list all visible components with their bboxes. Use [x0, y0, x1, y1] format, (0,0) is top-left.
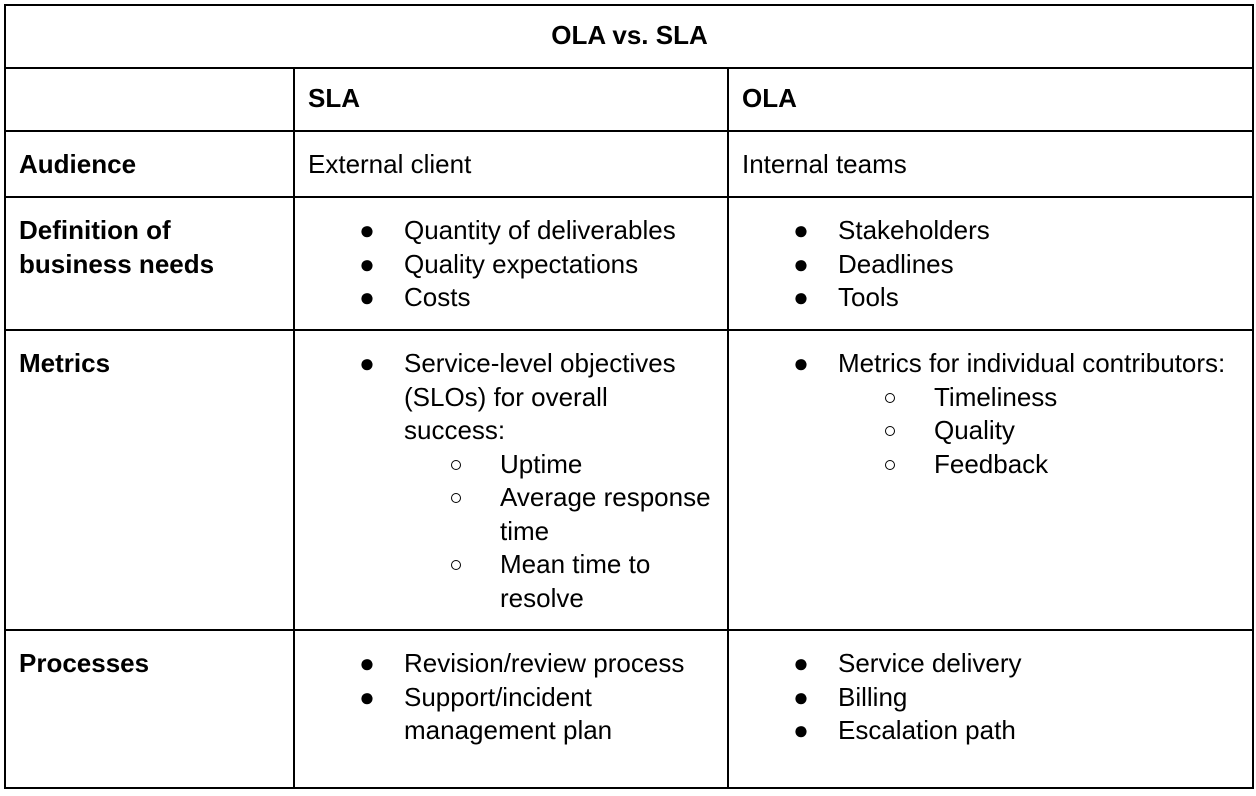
bullet-list	[308, 214, 715, 315]
sub-list-item	[500, 448, 715, 482]
list-item-text: Metrics for individual contributors:	[838, 348, 1226, 378]
list-item-text: Support/incident management plan	[404, 681, 613, 745]
bullet-list	[742, 647, 1240, 748]
sub-list-item	[934, 414, 1240, 448]
bullet-list	[742, 214, 1240, 315]
list-item-text: Deadlines	[838, 248, 954, 279]
header-row	[5, 68, 1253, 131]
sub-list-item-text: Mean time to resolve	[500, 549, 651, 613]
list-item	[359, 681, 715, 748]
sub-list-item-text: Average response time	[500, 482, 711, 546]
list-item-text: Stakeholders	[838, 215, 990, 245]
bullet-icon: ●	[359, 248, 375, 279]
row-label-metrics: Metrics	[5, 330, 294, 630]
circle-bullet-icon	[885, 426, 895, 436]
list-item	[359, 647, 715, 681]
sub-list-item	[500, 548, 715, 615]
row-metrics	[5, 330, 1253, 630]
circle-bullet-icon	[451, 460, 461, 470]
list-item	[359, 347, 715, 615]
cell-definition-ola	[728, 197, 1253, 330]
row-label-definition: Definition of business needs	[5, 197, 294, 330]
list-item	[793, 281, 1240, 315]
row-label-audience: Audience	[5, 131, 294, 197]
cell-audience-sla: External client	[294, 131, 728, 197]
list-item-text: Billing	[838, 681, 908, 712]
sub-list-item-text: Timeliness	[934, 381, 1058, 412]
sub-list-item	[500, 481, 715, 548]
list-item-text: Revision/review process	[404, 648, 685, 678]
list-item-text: Quantity of deliverables	[404, 215, 676, 245]
table-title: OLA vs. SLA	[5, 5, 1253, 68]
sub-list-item-text: Quality	[934, 415, 1015, 445]
bullet-list	[742, 347, 1240, 481]
bullet-icon: ●	[793, 681, 809, 712]
sub-bullet-list	[838, 381, 1240, 482]
circle-bullet-icon	[451, 560, 461, 570]
bullet-icon: ●	[359, 648, 375, 678]
header-empty-cell	[5, 68, 294, 131]
list-item	[359, 248, 715, 282]
bullet-icon: ●	[793, 248, 809, 279]
bullet-icon: ●	[359, 348, 375, 378]
bullet-icon: ●	[793, 348, 809, 378]
bullet-list	[308, 647, 715, 748]
header-sla: SLA	[294, 68, 728, 131]
circle-bullet-icon	[885, 393, 895, 403]
cell-definition-sla	[294, 197, 728, 330]
bullet-icon: ●	[359, 215, 375, 245]
sub-list-item	[934, 448, 1240, 482]
list-item	[793, 347, 1240, 481]
bullet-icon: ●	[793, 715, 809, 745]
list-item-text: Costs	[404, 282, 471, 312]
list-item-text: Tools	[838, 282, 899, 312]
list-item	[793, 647, 1240, 681]
circle-bullet-icon	[885, 460, 895, 470]
cell-processes-sla	[294, 630, 728, 788]
list-item-text: Quality expectations	[404, 248, 639, 279]
list-item-text: Service-level objectives (SLOs) for overall success:	[404, 348, 676, 445]
list-item	[359, 214, 715, 248]
circle-bullet-icon	[451, 493, 461, 503]
row-label-processes: Processes	[5, 630, 294, 788]
comparison-table	[4, 4, 1254, 789]
header-ola: OLA	[728, 68, 1253, 131]
cell-audience-ola: Internal teams	[728, 131, 1253, 197]
list-item	[793, 714, 1240, 748]
list-item	[793, 248, 1240, 282]
row-processes	[5, 630, 1253, 788]
bullet-icon: ●	[793, 648, 809, 678]
row-audience	[5, 131, 1253, 197]
list-item-text: Escalation path	[838, 715, 1016, 745]
row-definition	[5, 197, 1253, 330]
sub-list-item-text: Feedback	[934, 448, 1049, 479]
sub-list-item	[934, 381, 1240, 415]
list-item	[359, 281, 715, 315]
bullet-icon: ●	[793, 215, 809, 245]
list-item	[793, 681, 1240, 715]
sub-bullet-list	[404, 448, 715, 616]
bullet-list	[308, 347, 715, 615]
bullet-icon: ●	[359, 282, 375, 312]
cell-metrics-sla	[294, 330, 728, 630]
cell-processes-ola	[728, 630, 1253, 788]
sub-list-item-text: Uptime	[500, 448, 583, 479]
cell-metrics-ola	[728, 330, 1253, 630]
bullet-icon: ●	[793, 282, 809, 312]
list-item-text: Service delivery	[838, 648, 1022, 678]
title-row	[5, 5, 1253, 68]
list-item	[793, 214, 1240, 248]
bullet-icon: ●	[359, 681, 375, 712]
